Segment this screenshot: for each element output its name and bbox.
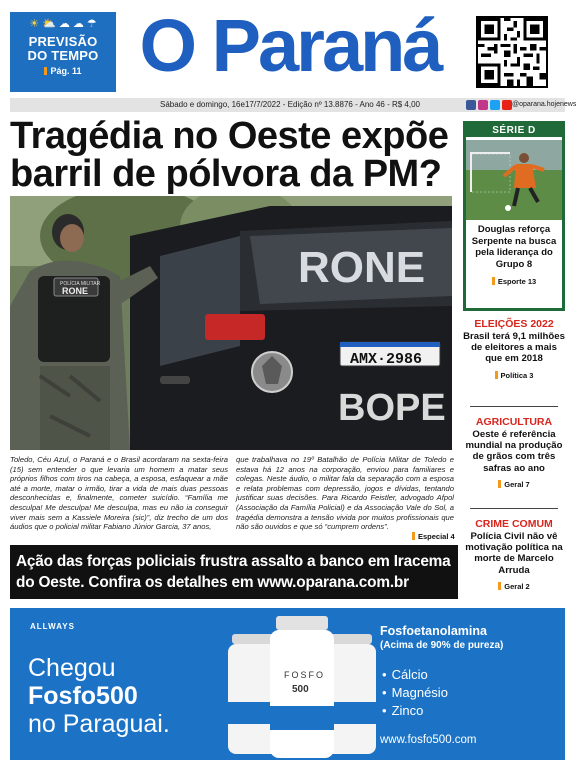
twitter-icon[interactable]: [490, 100, 500, 110]
police-car-photo: [10, 196, 452, 450]
agricultura-headline: Oeste é referência mundial na produção de grãos com três safras ao ano: [465, 429, 563, 474]
allways-logo: ALLWAYS: [30, 622, 75, 631]
qr-code-graphic: [478, 18, 546, 86]
serie-headline: Douglas reforça Serpente na busca pela liderança do Grupo 8: [471, 224, 557, 270]
cloud-sun-icon: ⛅: [42, 18, 56, 30]
agricultura-page-ref[interactable]: Geral 7: [498, 480, 529, 489]
edition-date: Sábado e domingo, 16e17/7/2022 - Edição nº 13.8876 - Ano 46 - R$ 4,00: [160, 100, 421, 109]
fosfo500-advertisement[interactable]: [10, 608, 565, 760]
eleicoes-page-ref[interactable]: Política 3: [495, 371, 534, 380]
eleicoes-headline: Brasil terá 9,1 milhões de eleitores a mais que em 2018: [463, 331, 565, 365]
main-story-page-ref[interactable]: Especial 4: [412, 532, 455, 541]
qr-code[interactable]: [476, 16, 548, 88]
weather-box[interactable]: [10, 12, 116, 92]
lead-paragraph-col1: Toledo, Céu Azul, o Paraná e o Brasil acordaram na sexta-feira (15) sem entender o que levaria um homem a matar seus próprios filhos com tiros na cabeça, a esposa, esfaquear a mãe até a morte, matar o irmão, tirar a vida de mais duas pessoas desconhecidas e, finalmente, cometer suicídio. “Família me desculpa! Me desculpa! Me desculpa, mas eu não ia conseguir viver mais sem a Kassiele Moreira (sic)”, diz trecho de um dos áudios que o policial militar Fabiano Júnior Garcia, 37 anos,: [10, 455, 228, 532]
sidebar-divider: [470, 406, 558, 407]
serie-label: SÉRIE D: [466, 124, 562, 137]
main-headline[interactable]: Tragédia no Oeste expõe barril de pólvora da PM?: [10, 115, 449, 195]
weather-page-ref: Pág. 11: [10, 66, 116, 76]
rain-cloud-icon: ☂: [86, 18, 97, 30]
photo-plate-text: AMX·2986: [350, 351, 423, 368]
soccer-player-photo: [466, 140, 562, 220]
sidebar-eleicoes[interactable]: [463, 318, 565, 383]
sidebar-divider: [470, 508, 558, 509]
photo-rone-text: RONE: [298, 243, 426, 292]
sidebar-crime-comum[interactable]: [463, 518, 565, 594]
crime-page-ref[interactable]: Geral 2: [498, 582, 529, 591]
cloud-icon: ☁: [58, 18, 70, 30]
bottle-label: FOSFO: [284, 670, 325, 680]
social-handle[interactable]: @oparana.hojenews: [512, 101, 576, 108]
ad-product-name: Fosfoetanolamina: [380, 624, 487, 638]
youtube-icon[interactable]: [502, 100, 512, 110]
newspaper-logo[interactable]: O Paraná: [139, 4, 441, 87]
cloud-icon: ☁: [72, 18, 84, 30]
promo-banner[interactable]: Ação das forças policiais frustra assalto a banco em Iracema do Oeste. Confira os detalhes em www.oparana.com.br: [10, 545, 458, 599]
weather-icons: [10, 12, 116, 30]
bottle-center: [270, 616, 334, 758]
ad-headline: Chegou Fosfo500 no Paraguai.: [28, 654, 170, 738]
dateline-bar: [10, 98, 576, 112]
bottle-number: 500: [292, 684, 309, 695]
sidebar-serie-d[interactable]: [463, 121, 565, 311]
lead-paragraph-col2: que trabalhava no 19º Batalhão de Polícia Militar de Toledo e estava há 12 anos na corporação, enviou para familiares e colegas. Neste áudio, o militar fala da separação com a esposa e relata problemas com depressão, jogos e dívidas, tentando justificar suas decisões. Para Ricardo Feistler, advogado Afpol (Associação da Família Policial) e da Associação Vale do Sol, a tragédia demonstra a tensão vivida por muitos profissionais que não são ouvidos e que só “cumprem ordens”.: [236, 455, 454, 532]
sun-icon: ☀: [29, 18, 40, 30]
agricultura-kicker: AGRICULTURA: [475, 416, 553, 428]
ad-ingredient: • Magnésio: [382, 684, 448, 702]
crime-headline: Polícia Civil não vê motivação política na morte de Marcelo Arruda: [465, 531, 563, 576]
ad-ingredient: • Cálcio: [382, 666, 448, 684]
instagram-icon[interactable]: [478, 100, 488, 110]
photo-bope-text: BOPE: [338, 387, 446, 429]
ad-product-purity: (Acima de 90% de pureza): [380, 640, 504, 651]
soccer-photo: [466, 140, 562, 220]
sidebar-agricultura[interactable]: [463, 416, 565, 492]
vest-patch-caption: POLÍCIA MILITAR: [60, 281, 101, 287]
ad-website-link[interactable]: www.fosfo500.com: [380, 734, 477, 746]
vest-patch-text: RONE: [62, 286, 89, 296]
crime-kicker: CRIME COMUM: [475, 518, 553, 530]
product-bottles-image: [222, 614, 382, 760]
ad-ingredient-list: [382, 666, 448, 720]
social-icons: [466, 100, 512, 110]
serie-page-ref[interactable]: Esporte 13: [466, 273, 562, 286]
eleicoes-kicker: ELEIÇÕES 2022: [474, 318, 554, 330]
facebook-icon[interactable]: [466, 100, 476, 110]
main-photo[interactable]: [10, 196, 452, 450]
weather-title: PREVISÃO DO TEMPO: [27, 34, 99, 63]
ad-ingredient: • Zinco: [382, 702, 448, 720]
